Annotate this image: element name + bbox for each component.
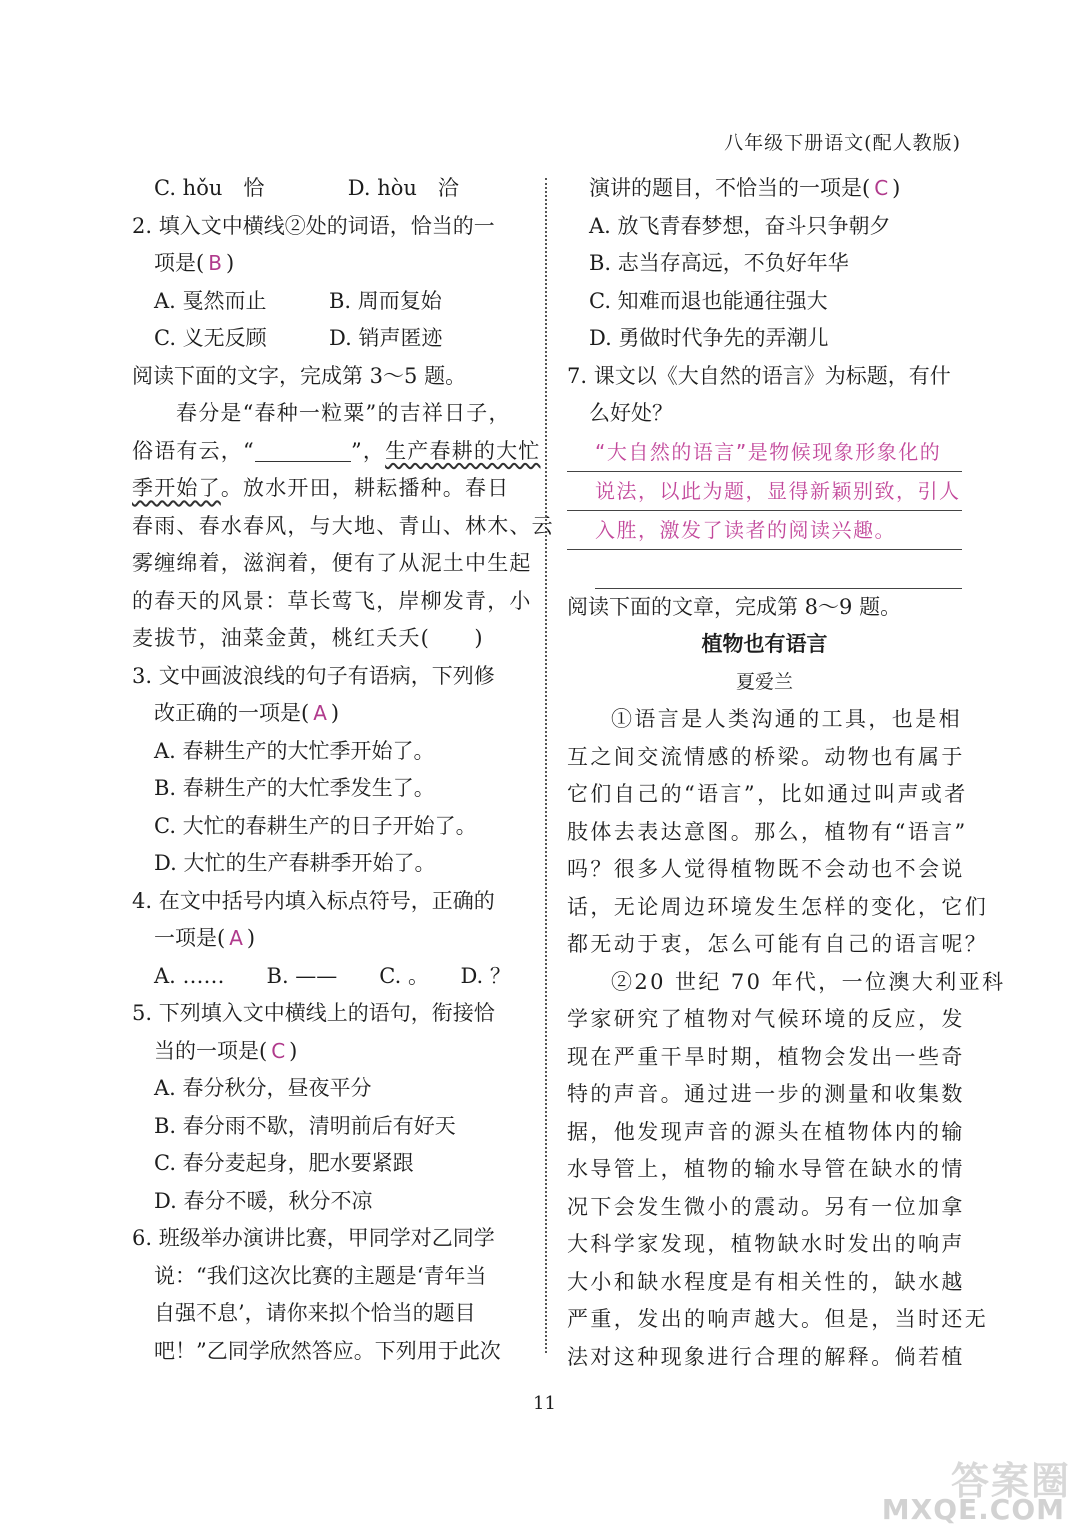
watermark-text-top: 答案圈 xyxy=(950,1459,1071,1503)
reading-intro-2: 阅读下面的文章，完成第 8～9 题。 xyxy=(567,594,902,619)
p2-line2: 学家研究了植物对气候环境的反应，发 xyxy=(567,1007,965,1031)
q7-stem-line2: 么好处？ xyxy=(589,401,673,425)
q6-line1: 6. 班级举办演讲比赛，甲同学对乙同学 xyxy=(132,1226,495,1250)
q1-option-c: C. hǒu 恰 xyxy=(154,176,265,200)
q6-option-a: A. 放飞青春梦想，奋斗只争朝夕 xyxy=(589,213,891,238)
p1-line4: 肢体去表达意图。那么，植物有“语言” xyxy=(567,819,968,844)
q7-answer-line4 xyxy=(595,550,962,589)
q5-option-c: C. 春分麦起身，肥水要紧跟 xyxy=(154,1151,414,1175)
q1-option-d: D. hòu 洽 xyxy=(347,176,459,200)
left-column xyxy=(132,170,554,1370)
p1-line7: 都无动于衷，怎么可能有自己的语言呢？ xyxy=(567,932,989,956)
q3-option-d: D. 大忙的生产春耕季开始了。 xyxy=(154,851,436,875)
p2-line6: 水导管上，植物的输水导管在缺水的情 xyxy=(567,1157,965,1181)
q6-option-b: B. 志当存高远，不负好年华 xyxy=(589,251,849,275)
page-header: 八年级下册语文(配人教版) xyxy=(724,132,961,154)
p1-line6: 话，无论周边环境发生怎样的变化，它们 xyxy=(567,894,989,919)
p2-line10: 严重，发出的响声越大。但是，当时还无 xyxy=(567,1307,989,1331)
p1-line1: ①语言是人类沟通的工具，也是相 xyxy=(611,707,962,731)
p2-line5: 据，他发现声音的源头在植物体内的输 xyxy=(567,1119,965,1144)
watermark-text-bottom: MXQE.COM xyxy=(881,1493,1065,1526)
q4-stem-line2: 一项是( A ) xyxy=(154,926,256,950)
q4-answer: A xyxy=(229,926,243,950)
q5-option-a: A. 春分秋分，昼夜平分 xyxy=(154,1076,372,1100)
p2-line8: 大科学家发现，植物缺水时发出的响声 xyxy=(567,1232,965,1256)
q2-answer: B xyxy=(208,251,222,275)
q5-option-d: D. 春分不暖，秋分不凉 xyxy=(154,1188,373,1213)
q6-line4: 吧！”乙同学欣然答应。下列用于此次 xyxy=(154,1338,501,1363)
q4-stem-line1: 4. 在文中括号内填入标点符号，正确的 xyxy=(132,888,495,913)
fill-blank xyxy=(255,441,351,462)
q5-answer: C xyxy=(271,1038,286,1063)
q4-options: A. …… B. —— C. 。 D. ？ xyxy=(154,963,511,988)
q6-line3: 自强不息’，请你来拟个恰当的题目 xyxy=(154,1301,476,1325)
q1-options xyxy=(132,170,524,208)
p2-line9: 大小和缺水程度是有相关性的，缺水越 xyxy=(567,1269,965,1294)
q2-option-c: C. 义无反顾 xyxy=(154,326,267,350)
q3-option-c: C. 大忙的春耕生产的日子开始了。 xyxy=(154,813,477,838)
article-title: 植物也有语言 xyxy=(701,632,828,656)
passage-line-6: 的春天的风景：草长莺飞，岸柳发青，小 xyxy=(132,588,532,613)
q2-options-ab xyxy=(132,283,524,321)
q6-answer: C xyxy=(874,176,889,200)
q2-option-d: D. 销声匿迹 xyxy=(329,326,443,350)
p2-line3: 现在严重干旱时期，植物会发出一些奇 xyxy=(567,1044,965,1069)
article-author: 夏爱兰 xyxy=(735,670,793,693)
p1-line3: 它们自己的“语言”，比如通过叫声或者 xyxy=(567,782,968,806)
passage-line-2: 俗语有云，“ ”，生产春耕的大忙 xyxy=(132,438,541,463)
q2-option-a: A. 戛然而止 xyxy=(154,288,267,313)
q7-stem-line1: 7. 课文以《大自然的语言》为标题，有什 xyxy=(567,363,951,388)
q3-option-b: B. 春耕生产的大忙季发生了。 xyxy=(154,776,435,800)
q2-stem-line2: 项是( B ) xyxy=(154,251,235,275)
right-column xyxy=(567,170,1006,1376)
passage-line-4: 春雨、春水春风，与大地、青山、林木、云 xyxy=(132,513,554,538)
passage-line-1: 春分是“春种一粒粟”的吉祥日子， xyxy=(176,401,511,425)
p2-line7: 况下会发生微小的震动。另有一位加拿 xyxy=(567,1194,965,1219)
q6-option-c: C. 知难而退也能通往强大 xyxy=(589,288,828,313)
q2-option-b: B. 周而复始 xyxy=(329,288,442,313)
q6-option-d: D. 勇做时代争先的弄潮儿 xyxy=(589,326,829,350)
p2-line4: 特的声音。通过进一步的测量和收集数 xyxy=(567,1082,965,1106)
q3-option-a: A. 春耕生产的大忙季开始了。 xyxy=(154,738,435,763)
page-number: 11 xyxy=(533,1393,556,1414)
q5-stem-line1: 5. 下列填入文中横线上的语句，衔接恰 xyxy=(132,1001,495,1025)
column-divider xyxy=(545,178,547,1353)
q2-options-cd xyxy=(132,320,524,358)
q6-line2: 说：“我们这次比赛的主题是‘青年当 xyxy=(154,1263,487,1288)
q7-answer-line3: 入胜，激发了读者的阅读兴趣。 xyxy=(567,511,962,550)
q7-answer-line2: 说法，以此为题，显得新颖别致，引人 xyxy=(567,472,962,511)
passage-line-3: 季开始了。放水开田，耕耘播种。春日 xyxy=(132,476,510,500)
wavy-sentence-part1: 生产春耕的大忙 xyxy=(385,438,541,463)
q5-option-b: B. 春分雨不歇，清明前后有好天 xyxy=(154,1113,456,1138)
p2-line11: 法对这种现象进行合理的解释。倘若植 xyxy=(567,1344,965,1369)
passage-line-5: 雾缠绵着，滋润着，便有了从泥土中生起 xyxy=(132,551,532,575)
p1-line5: 吗？很多人觉得植物既不会动也不会说 xyxy=(567,857,965,881)
q3-stem-line2: 改正确的一项是( A ) xyxy=(154,701,340,725)
q3-stem-line1: 3. 文中画波浪线的句子有语病，下列修 xyxy=(132,663,495,688)
q7-answer-line1: “大自然的语言”是物候现象形象化的 xyxy=(567,433,962,472)
wavy-sentence-part2: 季开始了 xyxy=(132,476,221,500)
q5-stem-line2: 当的一项是( C ) xyxy=(154,1038,298,1063)
p2-line1: ②20 世纪 70 年代，一位澳大利亚科 xyxy=(611,969,1006,994)
watermark-logo xyxy=(881,1448,1079,1528)
passage-line-7: 麦拔节，油菜金黄，桃红夭夭( ) xyxy=(132,626,484,650)
reading-intro-1: 阅读下面的文字，完成第 3～5 题。 xyxy=(132,363,467,388)
q2-stem-line1: 2. 填入文中横线②处的词语，恰当的一 xyxy=(132,213,495,238)
q3-answer: A xyxy=(313,701,327,725)
p1-line2: 互之间交流情感的桥梁。动物也有属于 xyxy=(567,744,965,769)
q6-cont-stem: 演讲的题目，不恰当的一项是( C ) xyxy=(589,176,901,200)
